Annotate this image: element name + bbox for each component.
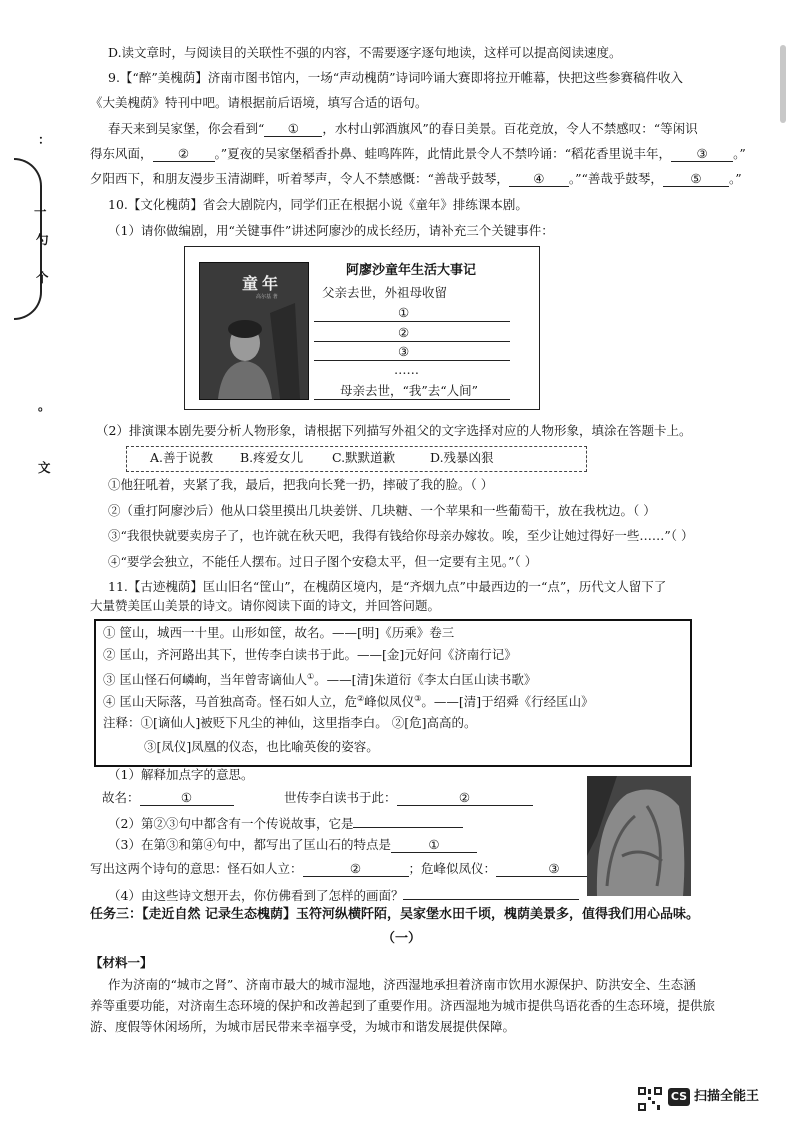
q8-option-d: D.读文章时，与阅读目的关联性不强的内容，不需要逐字逐句地读，这样可以提高阅读速度。 — [108, 45, 622, 60]
binding-mark: 个 — [36, 270, 49, 285]
option-a: A.善于说教 — [150, 450, 214, 465]
book-title: 童年 — [242, 274, 283, 293]
timeline-line-4 — [314, 399, 510, 400]
q9-line2: 《大美槐荫》特刊中吧。请根据前后语境，填写合适的语句。 — [90, 95, 428, 110]
poem-note-1: 注释：①[谪仙人]被贬下凡尘的神仙，这里指李白。 ②[危]高高的。 — [103, 715, 477, 730]
poem-1: ① 筐山，城西一十里。山形如筐，故名。——[明]《历乘》卷三 — [103, 625, 455, 640]
scene-blank[interactable] — [403, 884, 579, 900]
blank-1[interactable]: ① — [264, 121, 322, 137]
scrollbar[interactable] — [780, 45, 786, 123]
timeline-slot-2[interactable]: ② — [398, 325, 410, 340]
q11-sub4: （4）由这些诗文想开去，你仿佛看到了怎样的画面？ — [108, 884, 579, 905]
timeline-slot-3[interactable]: ③ — [398, 344, 410, 359]
q10-sub2: （2）排演课本剧先要分析人物形象，请根据下列描写外祖父的文字选择对应的人物形象，填涂在答题卡上。 — [96, 423, 692, 438]
qr-code-icon — [637, 1086, 663, 1112]
q11-sub3: （3）在第③和第④句中，都写出了匡山石的特点是 ① — [108, 836, 477, 854]
translate-blank-2[interactable]: ③ — [496, 861, 612, 877]
binding-mark: 勺 — [36, 232, 49, 247]
option-c: C.默默道歉 — [332, 450, 396, 465]
sentence-2: ②（重打阿廖沙后）他从口袋里摸出几块姜饼、几块糖、一个苹果和一些葡萄干，放在我枕边。（ ） — [108, 503, 656, 518]
sentence-1: ①他狂吼着，夹紧了我，最后，把我向长凳一扔，摔破了我的脸。（ ） — [108, 477, 494, 492]
q10-title: 10.【文化槐荫】省会大剧院内，同学们正在根据小说《童年》排练课本剧。 — [108, 197, 528, 212]
timeline-title: 阿廖沙童年生活大事记 — [346, 263, 477, 278]
poem-2: ② 匡山，齐河路出其下，世传李白读书于此。——[金]元好问《济南行记》 — [103, 647, 517, 662]
translate-blank-1[interactable]: ② — [303, 861, 409, 877]
q11-sub2: （2）第②③句中都含有一个传说故事，它是 — [108, 812, 463, 833]
q10-sub1: （1）请你做编剧，用“关键事件”讲述阿廖沙的成长经历，请补充三个关键事件： — [108, 223, 554, 238]
timeline-line-1 — [314, 321, 510, 322]
poem-3: ③ 匡山怪石何嶙峋，当年曾寄谪仙人①。——[清]朱道衍《李太白匡山读书歌》 — [103, 672, 537, 688]
q11-gloss-row-2: 世传李白读书于此： ② — [284, 789, 533, 807]
task3-heading: 任务三：【走近自然 记录生态槐荫】玉符河纵横阡陌，吴家堡水田千顷，槐荫美景多，值得我们用心品味。 — [90, 907, 700, 922]
q9-para2: 得东风面， ② 。”夏夜的吴家堡稻香扑鼻、蛙鸣阵阵，此情此景令人不禁吟诵：“稻花香里说丰年， ③ 。” — [90, 146, 746, 161]
sentence-4: ④“要学会独立，不能任人摆布。过日子图个安稳太平，但一定要有主见。”（ ） — [108, 554, 538, 569]
material-line-1: 作为济南的“城市之肾”、济南市最大的城市湿地，济西湿地承担着济南市饮用水源保护、防洪安全、生态涵 — [108, 977, 696, 992]
feature-blank[interactable]: ① — [391, 837, 477, 853]
book-cover-image — [199, 262, 309, 400]
poem-4: ④ 匡山天际落，马首独高奇。怪石如人立，危②峰似凤仪③。——[清]于绍舜《行经匡山》 — [103, 694, 594, 710]
binding-mark: ： — [38, 132, 51, 147]
q9-para1: 春天来到吴家堡，你会看到“ ① ，水村山郭酒旗风”的春日美景。百花竞放，令人不禁感叹：“等闲识 — [108, 121, 698, 136]
section-heading: （一） — [382, 931, 422, 946]
blank-3[interactable]: ③ — [671, 146, 733, 162]
q11-translate: 写出这两个诗句的意思：怪石如人立： ② ；危峰似凤仪： ③ — [90, 860, 612, 878]
material-line-3: 游、度假等休闲场所，为城市居民带来幸福享受，为城市和谐发展提供保障。 — [90, 1019, 516, 1034]
timeline-last-event: 母亲去世，“我”去“人间” — [340, 383, 479, 398]
gloss-blank-1[interactable]: ① — [140, 790, 234, 806]
gloss-blank-2[interactable]: ② — [397, 790, 533, 806]
q11-line2: 大量赞美匡山美景的诗文。请你阅读下面的诗文，并回答问题。 — [90, 598, 441, 613]
binding-mark: 文 — [38, 460, 51, 475]
book-author: 高尔基 著 — [256, 294, 278, 300]
kuangshan-rock-photo — [587, 776, 691, 896]
q9-line1: 9.【“醉”美槐荫】济南市图书馆内，一场“声动槐荫”诗词吟诵大赛即将拉开帷幕，快把这些参赛稿件收入 — [108, 70, 683, 85]
q11-sub1: （1）解释加点字的意思。 — [108, 767, 254, 782]
q9-para3: 夕阳西下，和朋友漫步玉清湖畔，听着琴声，令人不禁感慨：“善哉乎鼓琴， ④ 。”“善哉乎鼓琴， ⑤ 。” — [90, 171, 742, 186]
blank-2[interactable]: ② — [153, 146, 215, 162]
binding-mark: 。 — [38, 398, 51, 413]
timeline-dots: …… — [394, 362, 419, 377]
q11-line1: 11.【古迹槐荫】匡山旧名“筐山”，在槐荫区境内，是“齐烟九点”中最西边的一“点”，历代文人留下了 — [108, 579, 667, 594]
timeline-slot-1[interactable]: ① — [398, 305, 410, 320]
option-d: D.残暴凶狠 — [430, 450, 494, 465]
boy-portrait-icon — [200, 263, 308, 399]
blank-5[interactable]: ⑤ — [663, 171, 729, 187]
binding-mark: 一 — [34, 204, 47, 219]
material-line-2: 养等重要功能，对济南生态环境的保护和改善起到了重要作用。济西湿地为城市提供鸟语花香的生态环境，提供旅 — [90, 998, 716, 1013]
timeline-first-event: 父亲去世，外祖母收留 — [322, 285, 448, 300]
camscanner-logo: CS — [668, 1088, 690, 1106]
camscanner-text: 扫描全能王 — [694, 1089, 760, 1104]
story-blank[interactable] — [353, 812, 463, 828]
timeline-line-2 — [314, 341, 510, 342]
sentence-3: ③“我很快就要卖房子了，也许就在秋天吧，我得有钱给你母亲办嫁妆。唉，至少让她过得好一些……”（ ） — [108, 528, 694, 543]
material-label: 【材料一】 — [90, 955, 153, 970]
rock-icon — [587, 776, 691, 896]
blank-4[interactable]: ④ — [509, 171, 569, 187]
q11-gloss-row: 故名： ① — [102, 789, 234, 807]
poem-note-2: ③[凤仪]凤凰的仪态，也比喻英俊的姿容。 — [144, 739, 379, 754]
option-b: B.疼爱女儿 — [240, 450, 304, 465]
